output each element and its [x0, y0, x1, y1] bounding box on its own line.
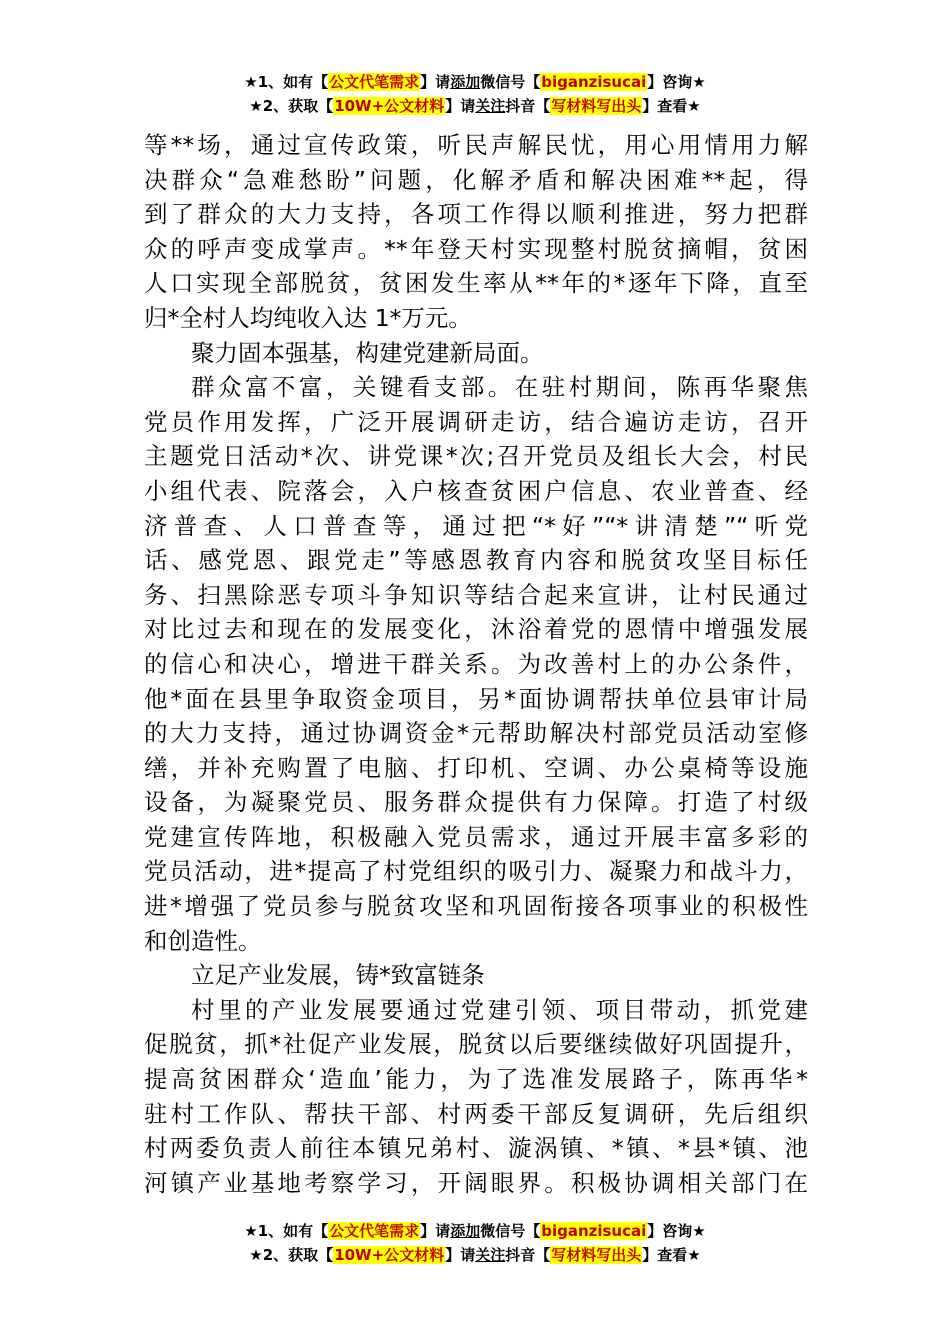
text-line: 众的呼声变成掌声。**年登天村实现整村脱贫摘帽，贫困: [144, 234, 808, 263]
section-heading: 立足产业发展，铸*致富链条: [191, 961, 485, 990]
text-line: 决群众“急难愁盼”问题，化解矛盾和解决困难**起，得: [144, 165, 808, 194]
section-heading: 聚力固本强基，构建党建新局面。: [191, 338, 544, 367]
banner-line-1: ★1、如有【公文代笔需求】请添加微信号【biganzisucai】咨询★: [244, 73, 706, 91]
text-line: 话、感党恩、跟党走”等感恩教育内容和脱贫攻坚目标任: [144, 546, 808, 575]
highlight-materials: 10W+公文材料: [334, 97, 445, 115]
text-line: 党员作用发挥，广泛开展调研走访，结合遍访走访，召开: [144, 407, 808, 436]
text-line: 促脱贫，抓*社促产业发展，脱贫以后要继续做好巩固提升，: [144, 1030, 808, 1059]
text-line: 人口实现全部脱贫，贫困发生率从**年的*逐年下降，直至: [144, 269, 808, 298]
header-banner: [0, 70, 950, 118]
text-line: 的大力支持，通过协调资金*元帮助解决村部党员活动室修: [144, 719, 808, 748]
text-line: 设备，为凝聚党员、服务群众提供有力保障。打造了村级: [144, 788, 808, 817]
banner-line-2: ★2、获取【10W+公文材料】请关注抖音【写材料写出头】查看★: [249, 1246, 701, 1264]
text-line: 群众富不富，关键看支部。在驻村期间，陈再华聚焦: [191, 373, 808, 402]
highlight-service: 公文代笔需求: [329, 73, 420, 91]
banner-line-2: ★2、获取【10W+公文材料】请关注抖音【写材料写出头】查看★: [249, 97, 701, 115]
text-line: 河镇产业基地考察学习，开阔眼界。积极协调相关部门在: [144, 1168, 808, 1197]
footer-banner: [0, 1219, 950, 1267]
text-line: 驻村工作队、帮扶干部、村两委干部反复调研，先后组织: [144, 1099, 808, 1128]
text-line: 党建宣传阵地，积极融入党员需求，通过开展丰富多彩的: [144, 822, 808, 851]
text-line: 村里的产业发展要通过党建引领、项目带动，抓党建: [191, 995, 808, 1024]
text-line: 主题党日活动*次、讲党课*次;召开党员及组长大会，村民: [144, 442, 808, 471]
text-line: 提高贫困群众‘造血’能力，为了选准发展路子，陈再华*: [144, 1065, 808, 1094]
highlight-douyin-id: 写材料写出头: [551, 1246, 642, 1264]
text-line: 缮，并补充购置了电脑、打印机、空调、办公桌椅等设施: [144, 753, 808, 782]
highlight-service: 公文代笔需求: [329, 1222, 420, 1240]
banner-line-1: ★1、如有【公文代笔需求】请添加微信号【biganzisucai】咨询★: [244, 1222, 706, 1240]
highlight-wechat-id: biganzisucai: [541, 1222, 647, 1240]
text-line: 等**场，通过宣传政策，听民声解民忧，用心用情用力解: [144, 131, 808, 159]
highlight-materials: 10W+公文材料: [334, 1246, 445, 1264]
text-line: 到了群众的大力支持，各项工作得以顺利推进，努力把群: [144, 200, 808, 229]
text-line: 小组代表、院落会，入户核查贫困户信息、农业普查、经: [144, 476, 808, 505]
text-line: 和创造性。: [144, 926, 262, 955]
text-line: 济普查、人口普查等，通过把“*好”“*讲清楚”“听党: [144, 511, 808, 540]
highlight-wechat-id: biganzisucai: [541, 73, 647, 91]
text-line: 归*全村人均纯收入达 1*万元。: [144, 303, 472, 332]
text-line: 进*增强了党员参与脱贫攻坚和巩固衔接各项事业的积极性: [144, 892, 808, 921]
text-line: 党员活动，进*提高了村党组织的吸引力、凝聚力和战斗力，: [144, 857, 808, 886]
text-line: 他*面在县里争取资金项目，另*面协调帮扶单位县审计局: [144, 684, 808, 713]
text-line: 的信心和决心，增进干群关系。为改善村上的办公条件，: [144, 649, 808, 678]
text-line: 务、扫黑除恶专项斗争知识等结合起来宣讲，让村民通过: [144, 580, 808, 609]
document-body: [144, 128, 808, 1200]
highlight-douyin-id: 写材料写出头: [551, 97, 642, 115]
text-line: 对比过去和现在的发展变化，沐浴着党的恩情中增强发展: [144, 615, 808, 644]
text-line: 村两委负责人前往本镇兄弟村、漩涡镇、*镇、*县*镇、池: [144, 1134, 808, 1163]
